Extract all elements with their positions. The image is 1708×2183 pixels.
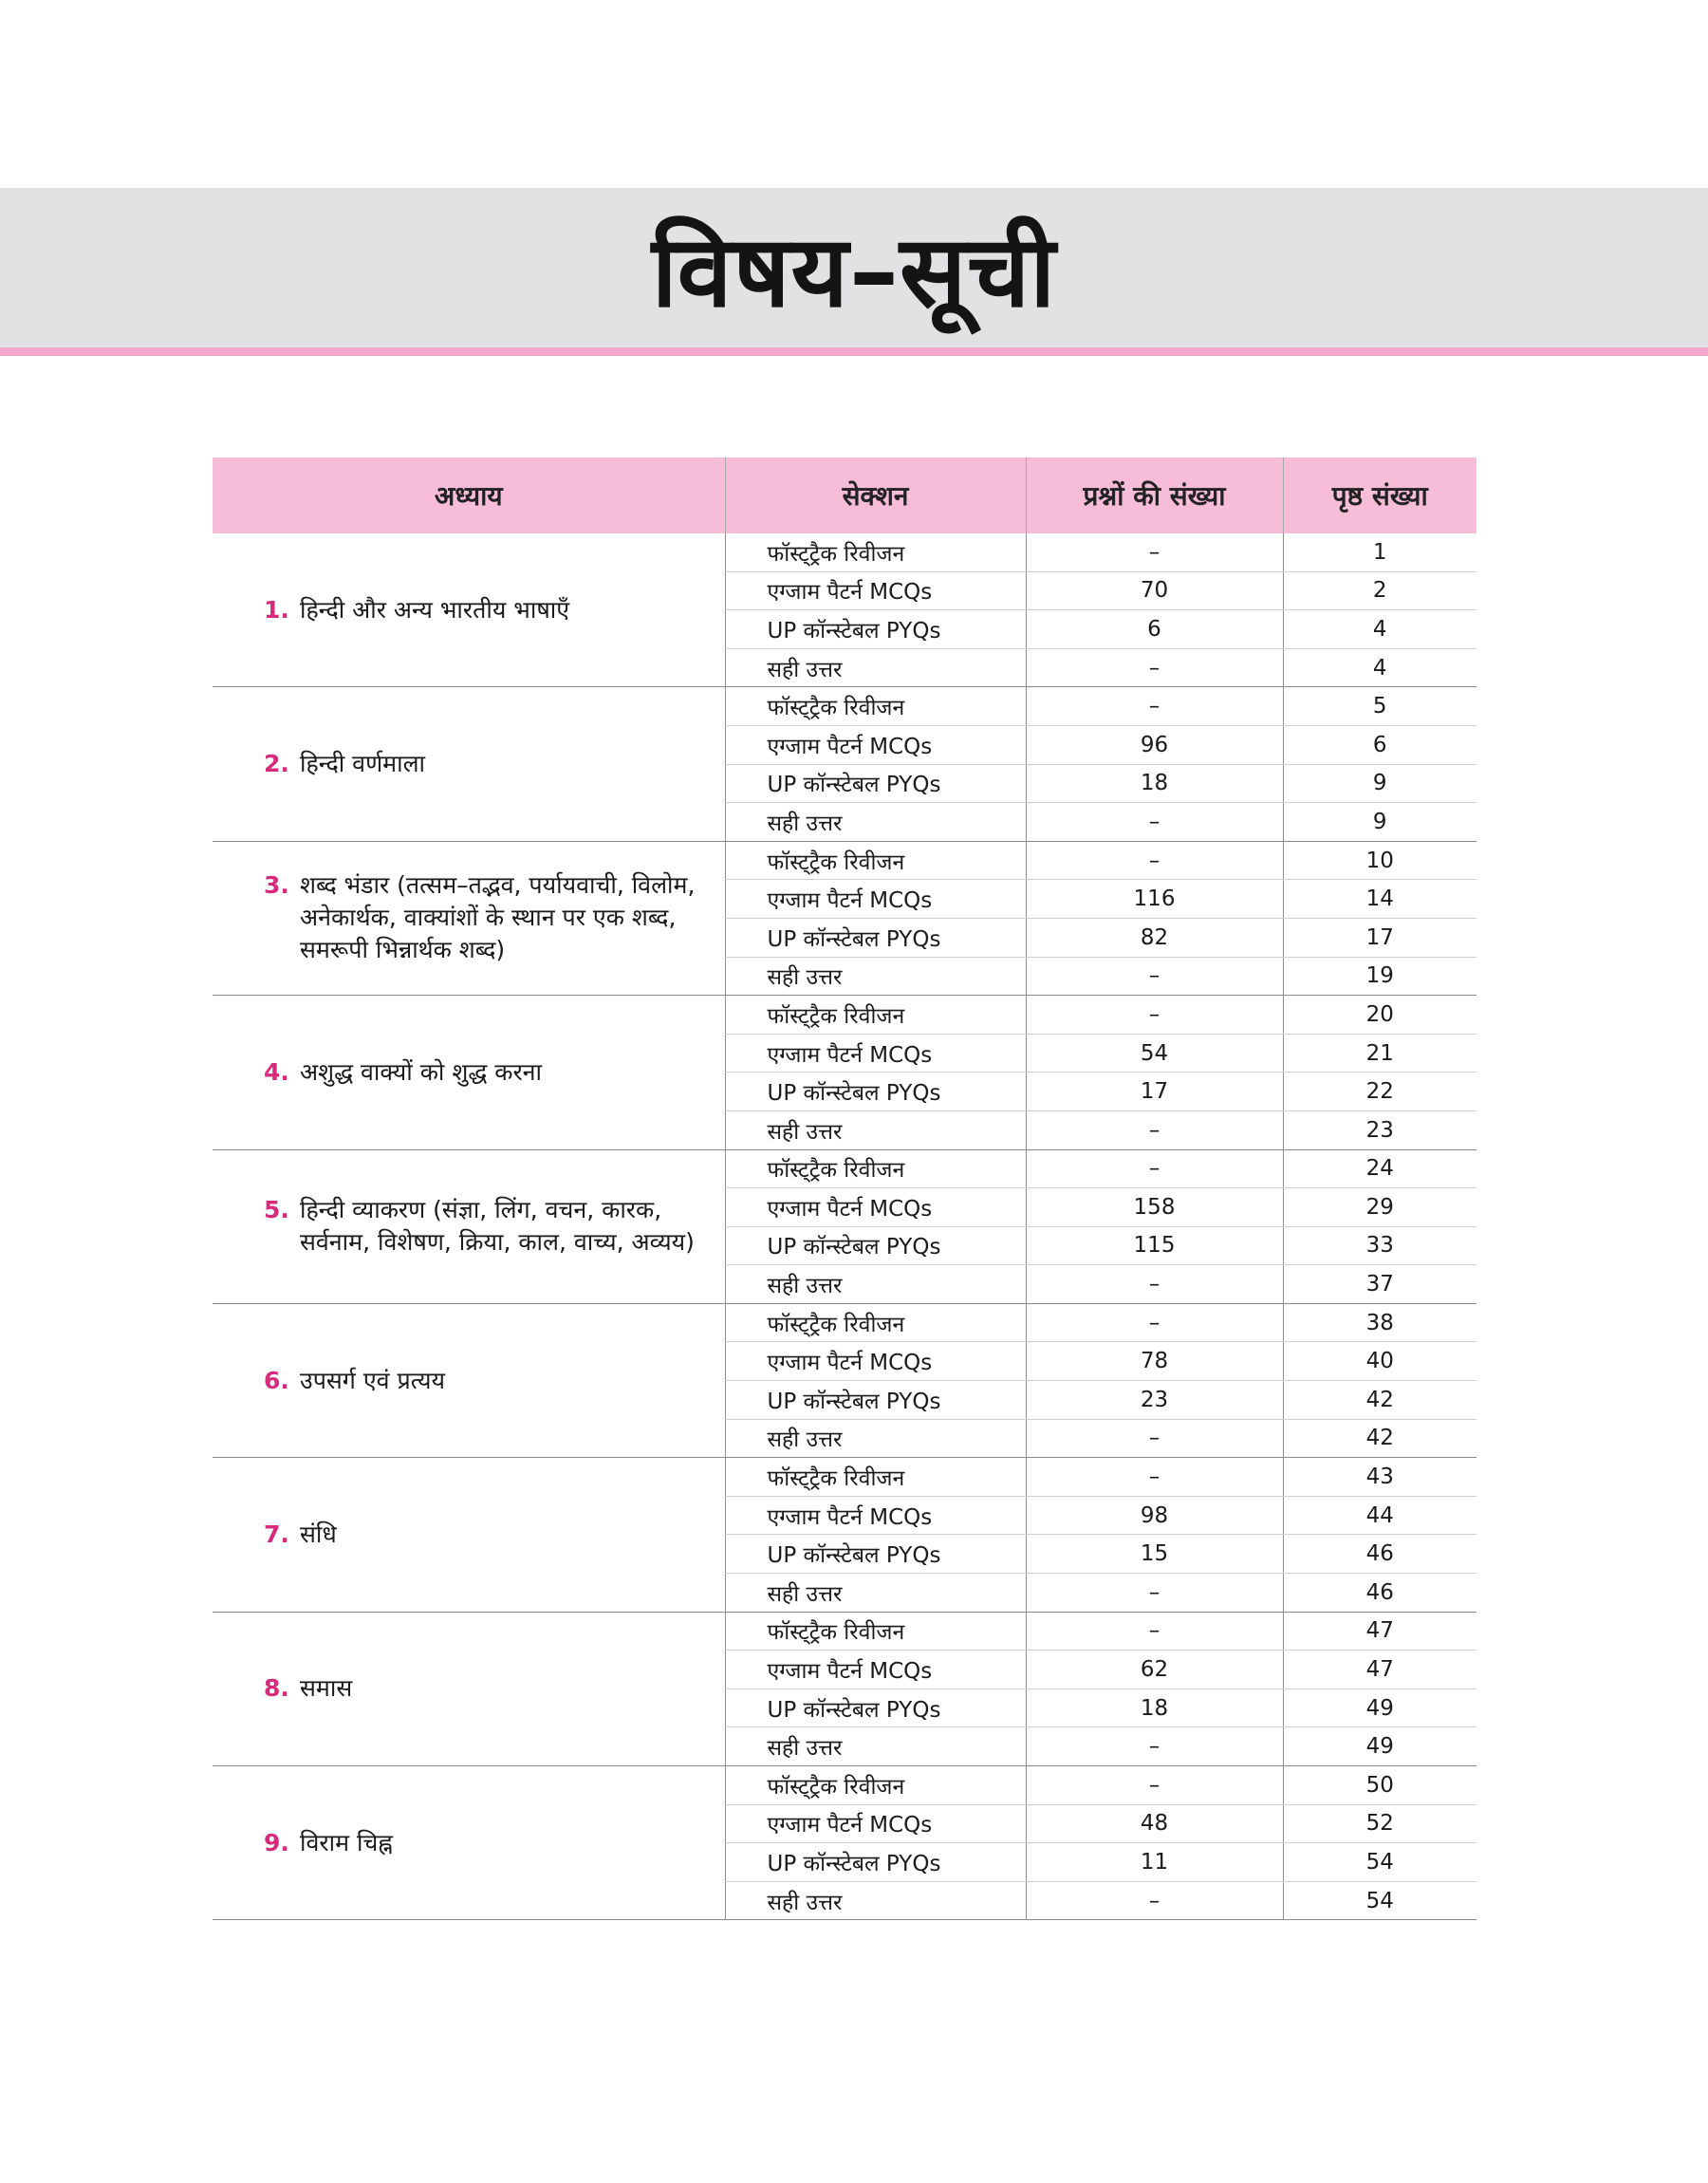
page-number-cell: 49 [1283, 1727, 1476, 1766]
chapter-title [264, 1827, 706, 1859]
section-cell: एग्जाम पैटर्न MCQs [725, 1496, 1026, 1535]
section-cell: एग्जाम पैटर्न MCQs [725, 1188, 1026, 1227]
section-cell: सही उत्तर [725, 1574, 1026, 1613]
page-number-cell: 37 [1283, 1265, 1476, 1304]
question-count-cell: – [1026, 1149, 1283, 1188]
section-cell: सही उत्तर [725, 1110, 1026, 1149]
question-count-cell: 18 [1026, 1689, 1283, 1727]
chapter-cell [213, 533, 725, 687]
section-cell: सही उत्तर [725, 1265, 1026, 1304]
question-count-cell: – [1026, 1881, 1283, 1920]
question-count-cell: 54 [1026, 1034, 1283, 1073]
page-number-cell: 42 [1283, 1419, 1476, 1458]
chapter-cell [213, 1149, 725, 1303]
chapter-title [264, 1365, 706, 1397]
section-cell: एग्जाम पैटर्न MCQs [725, 1651, 1026, 1689]
table-row [213, 1458, 1476, 1497]
chapter-cell [213, 1766, 725, 1920]
question-count-cell: – [1026, 1727, 1283, 1766]
section-cell: एग्जाम पैटर्न MCQs [725, 725, 1026, 764]
question-count-cell: 158 [1026, 1188, 1283, 1227]
question-count-cell: – [1026, 1612, 1283, 1651]
page-number-cell: 9 [1283, 764, 1476, 803]
table-row [213, 1149, 1476, 1188]
question-count-cell: 17 [1026, 1073, 1283, 1111]
question-count-cell: – [1026, 1303, 1283, 1342]
table-header-row [213, 457, 1476, 533]
chapter-title [264, 1194, 706, 1259]
section-cell: सही उत्तर [725, 648, 1026, 687]
question-count-cell: – [1026, 648, 1283, 687]
page-number-cell: 9 [1283, 803, 1476, 842]
chapter-number: 4. [264, 1057, 289, 1086]
page-number-cell: 33 [1283, 1226, 1476, 1265]
section-cell: सही उत्तर [725, 803, 1026, 842]
chapter-name: विराम चिह्न [300, 1828, 393, 1856]
section-cell: UP कॉन्स्टेबल PYQs [725, 1073, 1026, 1111]
chapter-cell [213, 687, 725, 841]
table-row [213, 1766, 1476, 1805]
question-count-cell: 115 [1026, 1226, 1283, 1265]
question-count-cell: 6 [1026, 610, 1283, 649]
question-count-cell: 116 [1026, 880, 1283, 919]
question-count-cell: – [1026, 957, 1283, 996]
question-count-cell: – [1026, 996, 1283, 1035]
page-number-cell: 47 [1283, 1612, 1476, 1651]
section-cell: सही उत्तर [725, 1881, 1026, 1920]
question-count-cell: 70 [1026, 571, 1283, 610]
page-number-cell: 23 [1283, 1110, 1476, 1149]
section-cell: सही उत्तर [725, 957, 1026, 996]
question-count-cell: – [1026, 1574, 1283, 1613]
chapter-name: अशुद्ध वाक्यों को शुद्ध करना [300, 1057, 543, 1086]
section-cell: फॉस्ट्ट्रैक रिवीजन [725, 1303, 1026, 1342]
question-count-cell: 82 [1026, 918, 1283, 957]
section-cell: फॉस्ट्ट्रैक रिवीजन [725, 996, 1026, 1035]
page-number-cell: 40 [1283, 1342, 1476, 1381]
section-cell: UP कॉन्स्टेबल PYQs [725, 610, 1026, 649]
question-count-cell: – [1026, 1110, 1283, 1149]
question-count-cell: 98 [1026, 1496, 1283, 1535]
table-body [213, 533, 1476, 1920]
contents-table [213, 457, 1476, 1920]
table-row [213, 1303, 1476, 1342]
question-count-cell: 23 [1026, 1381, 1283, 1420]
question-count-cell: – [1026, 803, 1283, 842]
header-section: सेक्शन [725, 457, 1026, 533]
chapter-title [264, 594, 706, 626]
table-row [213, 1612, 1476, 1651]
page-number-cell: 43 [1283, 1458, 1476, 1497]
section-cell: UP कॉन्स्टेबल PYQs [725, 1843, 1026, 1882]
chapter-number: 3. [264, 871, 289, 900]
section-cell: फॉस्ट्ट्रैक रिवीजन [725, 841, 1026, 880]
page-number-cell: 46 [1283, 1574, 1476, 1613]
page-number-cell: 29 [1283, 1188, 1476, 1227]
section-cell: UP कॉन्स्टेबल PYQs [725, 764, 1026, 803]
chapter-number: 9. [264, 1828, 289, 1856]
section-cell: फॉस्ट्ट्रैक रिवीजन [725, 1612, 1026, 1651]
chapter-title [264, 748, 706, 780]
question-count-cell: – [1026, 1458, 1283, 1497]
question-count-cell: 18 [1026, 764, 1283, 803]
page-number-cell: 10 [1283, 841, 1476, 880]
question-count-cell: – [1026, 687, 1283, 726]
table-row [213, 996, 1476, 1035]
chapter-cell [213, 1612, 725, 1765]
table-row [213, 687, 1476, 726]
question-count-cell: – [1026, 1265, 1283, 1304]
chapter-name: संधि [300, 1520, 337, 1548]
question-count-cell: 78 [1026, 1342, 1283, 1381]
chapter-number: 1. [264, 595, 289, 624]
section-cell: UP कॉन्स्टेबल PYQs [725, 918, 1026, 957]
question-count-cell: – [1026, 533, 1283, 571]
chapter-title [264, 1672, 706, 1705]
table-row [213, 533, 1476, 571]
page-number-cell: 19 [1283, 957, 1476, 996]
page-number-cell: 4 [1283, 610, 1476, 649]
chapter-cell [213, 1303, 725, 1457]
page-number-cell: 1 [1283, 533, 1476, 571]
page-number-cell: 4 [1283, 648, 1476, 687]
page-number-cell: 5 [1283, 687, 1476, 726]
page-number-cell: 47 [1283, 1651, 1476, 1689]
section-cell: एग्जाम पैटर्न MCQs [725, 1034, 1026, 1073]
section-cell: UP कॉन्स्टेबल PYQs [725, 1226, 1026, 1265]
page-number-cell: 20 [1283, 996, 1476, 1035]
section-cell: फॉस्ट्ट्रैक रिवीजन [725, 533, 1026, 571]
section-cell: एग्जाम पैटर्न MCQs [725, 1342, 1026, 1381]
section-cell: एग्जाम पैटर्न MCQs [725, 1804, 1026, 1843]
title-underline [0, 347, 1708, 356]
section-cell: एग्जाम पैटर्न MCQs [725, 880, 1026, 919]
header-page-number: पृष्ठ संख्या [1283, 457, 1476, 533]
question-count-cell: – [1026, 1766, 1283, 1805]
page-title: विषय–सूची [651, 213, 1057, 329]
page-number-cell: 22 [1283, 1073, 1476, 1111]
chapter-number: 2. [264, 750, 289, 778]
chapter-number: 7. [264, 1520, 289, 1548]
page-number-cell: 17 [1283, 918, 1476, 957]
section-cell: एग्जाम पैटर्न MCQs [725, 571, 1026, 610]
page-number-cell: 38 [1283, 1303, 1476, 1342]
question-count-cell: – [1026, 841, 1283, 880]
section-cell: सही उत्तर [725, 1419, 1026, 1458]
header-question-count: प्रश्नों की संख्या [1026, 457, 1283, 533]
header-chapter: अध्याय [213, 457, 725, 533]
chapter-name: उपसर्ग एवं प्रत्यय [300, 1366, 445, 1394]
chapter-number: 6. [264, 1366, 289, 1394]
question-count-cell: 96 [1026, 725, 1283, 764]
section-cell: सही उत्तर [725, 1727, 1026, 1766]
section-cell: फॉस्ट्ट्रैक रिवीजन [725, 687, 1026, 726]
chapter-name: हिन्दी वर्णमाला [300, 750, 425, 778]
title-band [0, 188, 1708, 347]
chapter-cell [213, 841, 725, 995]
section-cell: फॉस्ट्ट्रैक रिवीजन [725, 1458, 1026, 1497]
page-number-cell: 54 [1283, 1881, 1476, 1920]
page-number-cell: 24 [1283, 1149, 1476, 1188]
section-cell: फॉस्ट्ट्रैक रिवीजन [725, 1766, 1026, 1805]
chapter-title [264, 1519, 706, 1551]
question-count-cell: 48 [1026, 1804, 1283, 1843]
page-number-cell: 6 [1283, 725, 1476, 764]
chapter-cell [213, 1458, 725, 1612]
chapter-name: हिन्दी व्याकरण (संज्ञा, लिंग, वचन, कारक, सर्वनाम, विशेषण, क्रिया, काल, वाच्य, अव्यय) [300, 1196, 695, 1257]
chapter-title [264, 869, 706, 966]
page-number-cell: 50 [1283, 1766, 1476, 1805]
page-number-cell: 54 [1283, 1843, 1476, 1882]
question-count-cell: – [1026, 1419, 1283, 1458]
chapter-number: 5. [264, 1196, 289, 1224]
section-cell: UP कॉन्स्टेबल PYQs [725, 1535, 1026, 1574]
page-number-cell: 42 [1283, 1381, 1476, 1420]
page-number-cell: 14 [1283, 880, 1476, 919]
section-cell: फॉस्ट्ट्रैक रिवीजन [725, 1149, 1026, 1188]
page-number-cell: 49 [1283, 1689, 1476, 1727]
question-count-cell: 15 [1026, 1535, 1283, 1574]
question-count-cell: 62 [1026, 1651, 1283, 1689]
chapter-cell [213, 996, 725, 1149]
question-count-cell: 11 [1026, 1843, 1283, 1882]
chapter-title [264, 1056, 706, 1089]
page-number-cell: 44 [1283, 1496, 1476, 1535]
page-number-cell: 21 [1283, 1034, 1476, 1073]
chapter-name: समास [300, 1674, 353, 1703]
section-cell: UP कॉन्स्टेबल PYQs [725, 1381, 1026, 1420]
table-row [213, 841, 1476, 880]
chapter-number: 8. [264, 1674, 289, 1703]
section-cell: UP कॉन्स्टेबल PYQs [725, 1689, 1026, 1727]
page-number-cell: 52 [1283, 1804, 1476, 1843]
chapter-name: शब्द भंडार (तत्सम–तद्भव, पर्यायवाची, विलोम, अनेकार्थक, वाक्यांशों के स्थान पर एक शब्द, समरूपी भिन्नार्थक शब्द) [300, 871, 696, 964]
page-number-cell: 2 [1283, 571, 1476, 610]
chapter-name: हिन्दी और अन्य भारतीय भाषाएँ [300, 595, 570, 624]
page-number-cell: 46 [1283, 1535, 1476, 1574]
